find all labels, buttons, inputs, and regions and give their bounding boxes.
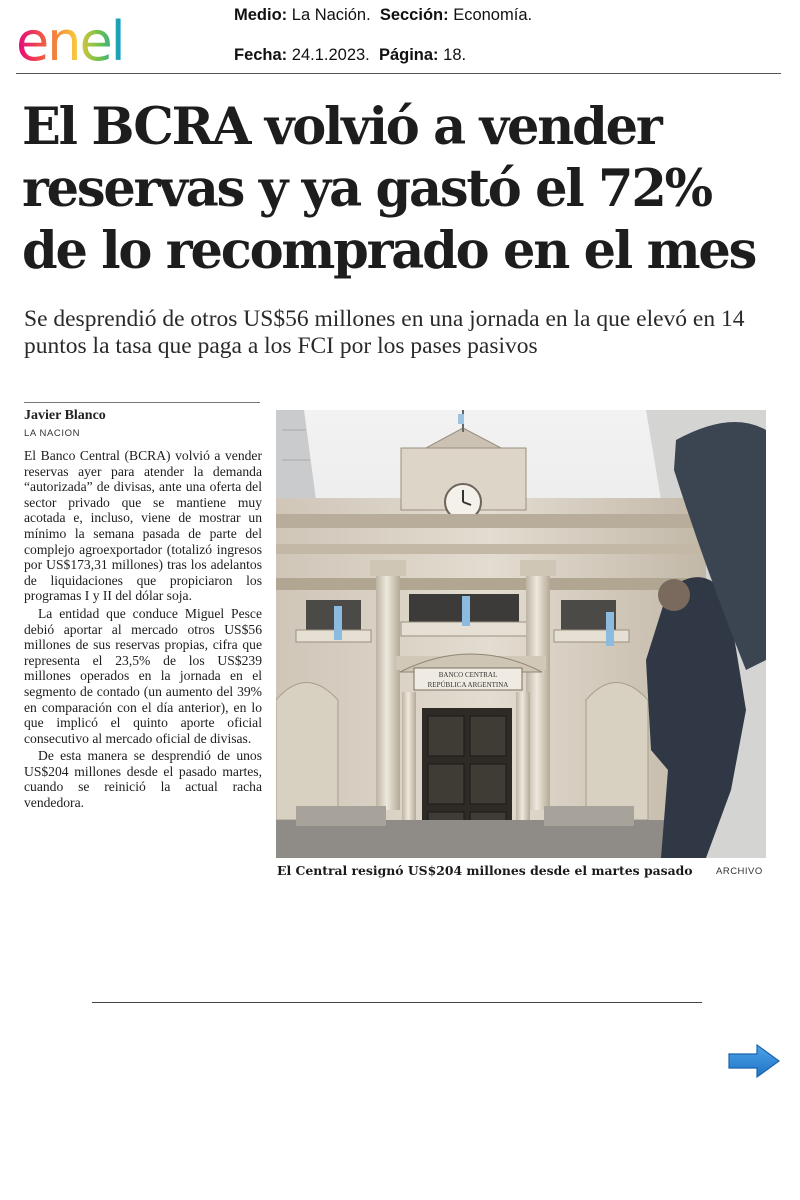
footer-divider (92, 1002, 702, 1003)
byline-divider (24, 402, 260, 403)
article-subhead: Se desprendió de otros US$56 millones en una jornada en la que elevó en 14 puntos la tasa que paga a los FCI por los pases pasivos (24, 306, 745, 359)
photo-credit: ARCHIVO (716, 866, 763, 877)
outlet-name: LA NACION (24, 428, 81, 439)
arrow-right-icon[interactable] (727, 1043, 781, 1079)
svg-text:enel: enel (16, 14, 124, 70)
pagina-value: 18. (443, 46, 467, 64)
seccion-value: Economía. (453, 6, 533, 24)
sign-line-2: REPÚBLICA ARGENTINA (427, 681, 509, 689)
body-paragraph: La entidad que conduce Miguel Pesce debió aportar al mercado otros US$56 millones de sus reservas propias, cifra que representa el 23,5% de los US$239 millones operados en la jornada en el segmento de contado (un aumento del 39% en comparación con el día anterior), en lo que implicó el quinto aporte oficial consecutivo al mercado oficial de divisas. (24, 605, 262, 746)
sign-line-1: BANCO CENTRAL (438, 671, 498, 679)
article-body (24, 448, 262, 813)
medio-value: La Nación. (291, 6, 371, 24)
article-photo (276, 410, 766, 858)
medio-label: Medio: (234, 6, 288, 24)
fecha-value: 24.1.2023. (291, 46, 370, 64)
body-paragraph: De esta manera se desprendió de unos US$204 millones desde el pasado martes, cuando se reinició la actual racha vendedora. (24, 748, 262, 811)
pagina-label: Página: (378, 46, 439, 64)
header-divider (16, 73, 781, 74)
seccion-label: Sección: (379, 6, 449, 24)
author-name: Javier Blanco (24, 408, 106, 423)
enel-logo (16, 14, 172, 70)
article-headline: El BCRA volvió a vender reservas y ya gastó el 72% de lo recomprado en el mes (22, 97, 756, 281)
fecha-label: Fecha: (234, 46, 288, 64)
body-paragraph: El Banco Central (BCRA) volvió a vender reservas ayer para atender la demanda “autorizada” de divisas, ante una oferta del sector privado que se mantiene muy acotada e, incluso, viene de mostrar un mínimo la semana pasada de parte del complejo agroexportador (totalizó ingresos por US$173,31 millones) tras los adelantos de liquidaciones que propiciaron los programas I y II del dólar soja. (24, 448, 262, 604)
meta-fecha-pagina (234, 46, 466, 65)
photo-caption: El Central resignó US$204 millones desde el martes pasado (277, 863, 693, 878)
meta-medio-seccion (234, 6, 532, 25)
